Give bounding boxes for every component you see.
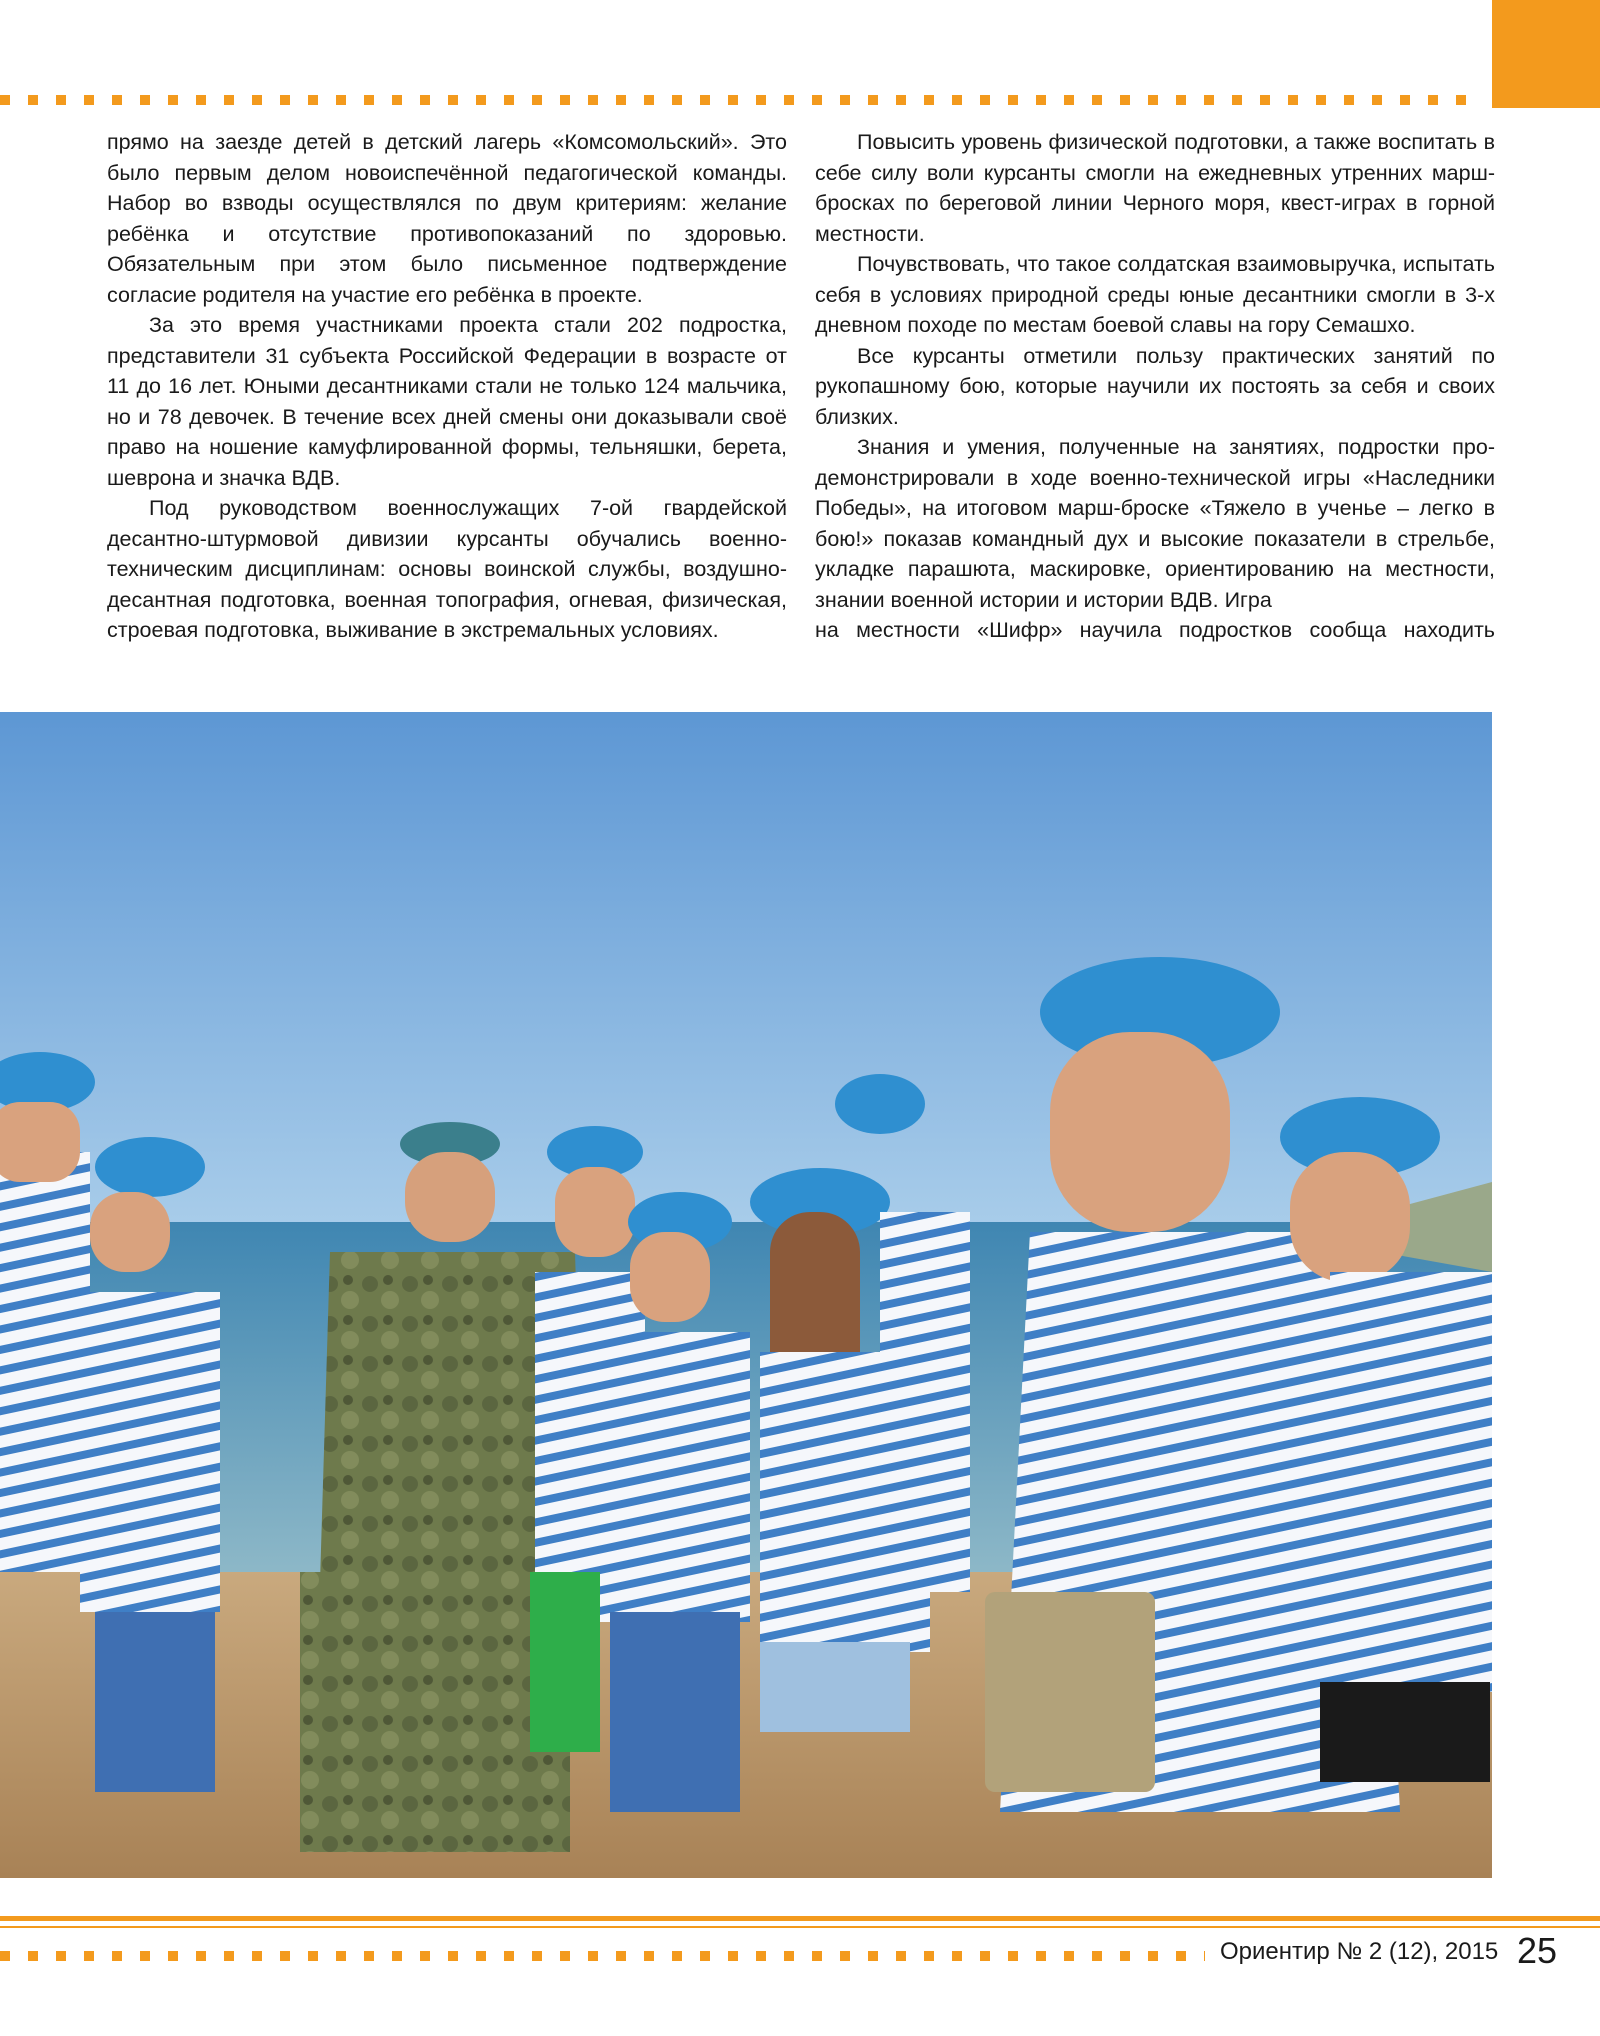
right-text-column	[815, 127, 1495, 646]
paragraph: Все курсанты отметили пользу практических занятий по рукопашному бою, которые научили их постоять за себя и своих близких.	[815, 343, 1495, 429]
paragraph-continued: на местности «Шифр» научила подростков сообща находить	[815, 618, 1495, 642]
paragraph: Повысить уровень физической подготовки, а также воспитать в себе силу воли курсанты смогли на ежедневных утренних марш-бросках по береговой линии Черного моря, квест-играх в горной местности.	[815, 130, 1495, 246]
left-text-column	[107, 127, 787, 646]
footer-rule-thin	[0, 1926, 1600, 1928]
beach-group-photo	[0, 712, 1492, 1878]
paragraph: Под руководством военнослужащих 7-ой гвардейской десантно-штурмовой дивизии курсанты обучались военно-техническим дисциплинам: основы воинской службы, воздушно-десантная подготовка, военная топография, огневая, физическая, строевая подготовка, выживание в экстремальных условиях.	[107, 496, 787, 642]
footer-rule-thick	[0, 1916, 1600, 1921]
paragraph: прямо на заезде детей в детский лагерь «Комсомольский». Это было первым делом новоиспечённой педагогической команды. Набор во взводы осуществлялся по двум критериям: желание ребёнка и отсутствие противопоказаний по здоровью. Обязательным при этом было письменное подтверждение согласие родителя на участие его ребёнка в проекте.	[107, 130, 787, 307]
magazine-issue: Ориентир № 2 (12), 2015	[1220, 1938, 1499, 1965]
corner-accent-block	[1492, 0, 1600, 108]
paragraph: За это время участниками проекта стали 202 подростка, представители 31 субъекта Российской Федерации в возрасте от 11 до 16 лет. Юными десантниками стали не только 124 мальчика, но и 78 девочек. В течение всех дней смены они доказывали своё право на ношение камуфлированной формы, тельняшки, берета, шеврона и значка ВДВ.	[107, 313, 787, 490]
bottom-dotted-rule	[0, 1951, 1205, 1961]
paragraph: Почувствовать, что такое солдатская взаимовыручка, испытать себя в условиях природной среды юные десантники смогли в 3-х дневном походе по местам боевой славы на гору Семашхо.	[815, 252, 1495, 337]
top-dotted-rule	[0, 95, 1480, 105]
paragraph: Знания и умения, полученные на занятиях, подростки продемонстрировали в ходе военно-технической игры «Наследники Победы», на итоговом марш-броске «Тяжело в ученье – легко в бою!» показав командный дух и высокие показатели в стрельбе, укладке парашюта, маскировке, ориентированию на местности, знании военной истории и истории ВДВ. Игра	[815, 435, 1495, 612]
page-number: 25	[1517, 1930, 1558, 1971]
